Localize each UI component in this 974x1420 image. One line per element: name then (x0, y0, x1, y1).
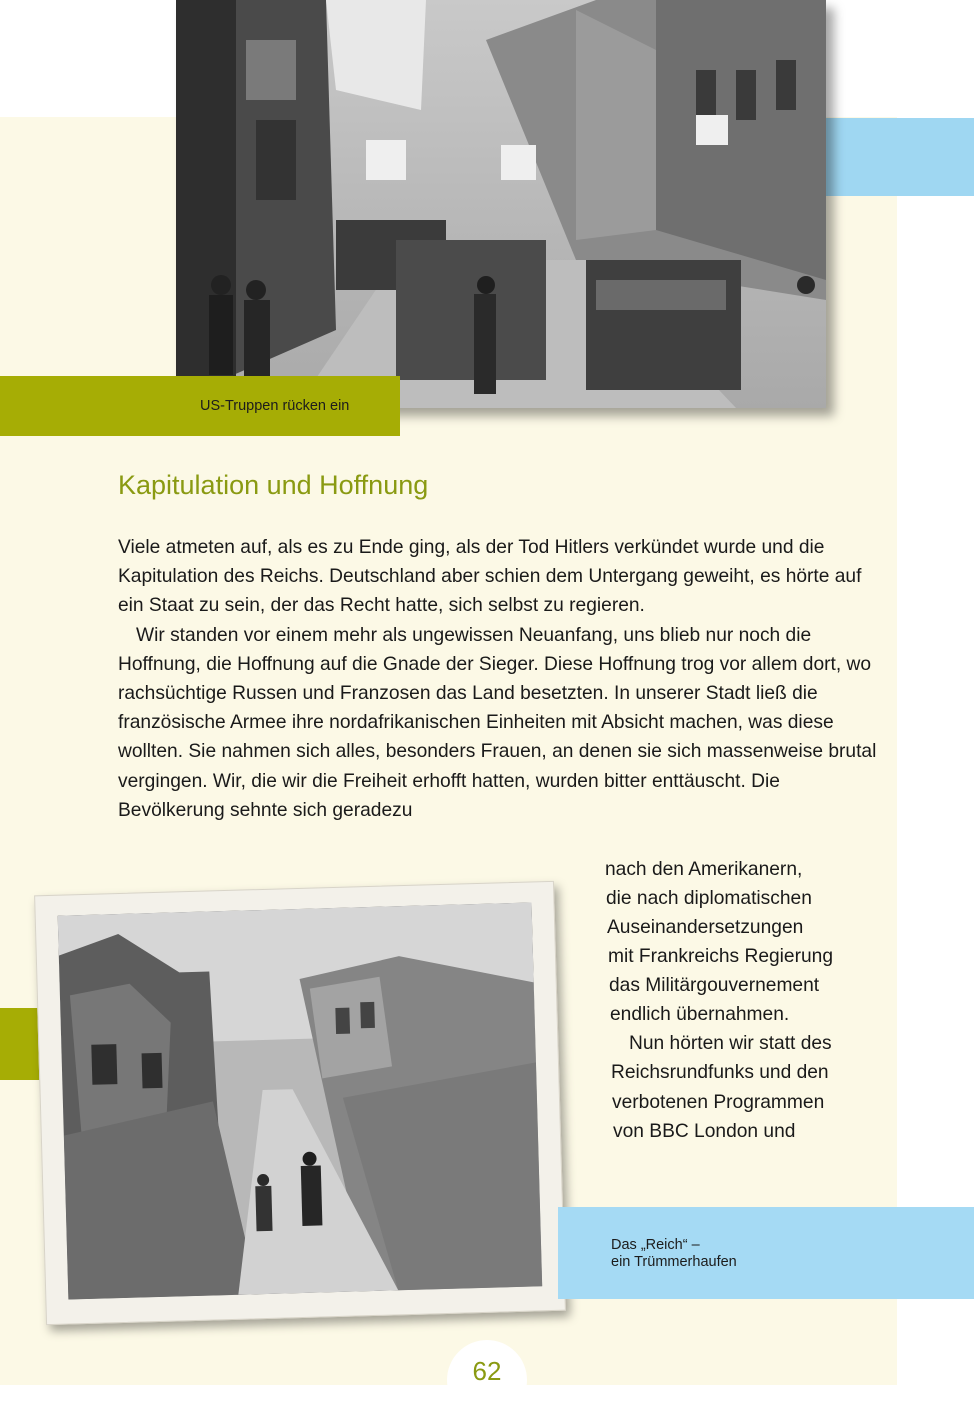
caption-bottom-line-2: ein Trümmerhaufen (611, 1254, 737, 1270)
column-line: die nach diplomatischen (606, 888, 812, 909)
blue-accent-bar-top (826, 118, 974, 196)
column-line: von BBC London und (613, 1121, 796, 1142)
column-line: Nun hörten wir statt des (629, 1033, 832, 1054)
paragraph-1: Viele atmeten auf, als es zu Ende ging, als der Tod Hitlers verkündet wurde und die Kapitulation des Reichs. Deutschland aber schien dem Untergang geweiht, es hörte auf ein Staat zu sein, der das Recht hatte, sich selbst zu regieren. (118, 537, 862, 617)
caption-box-top (0, 376, 400, 436)
caption-box-bottom (558, 1207, 974, 1299)
column-line: verbotenen Programmen (612, 1092, 825, 1113)
column-line: Reichsrundfunks und den (611, 1062, 829, 1083)
section-heading: Kapitulation und Hoffnung (118, 470, 429, 500)
caption-top-text: US-Truppen rücken ein (200, 398, 350, 414)
column-line: endlich übernahmen. (610, 1004, 790, 1025)
photo-us-troops (176, 0, 826, 408)
paragraph-2: Wir standen vor einem mehr als ungewissen Neuanfang, uns blieb nur noch die Hoffnung, die Hoffnung auf die Gnade der Sieger. Diese Hoffnung trog vor allem dort, wo rachsüchtige Russen und Franzosen das Land besetzten. In unserer Stadt ließ die französische Armee ihre nordafrikanischen Einheiten mit Absicht machen, was diese wollten. Sie nahmen sich alles, besonders Frauen, an denen sie sich massenweise brutal vergingen. Wir, die wir die Freiheit erhofft hatten, wurden bitter enttäuscht. Die Bevölkerung sehnte sich geradezu (118, 624, 877, 821)
page-number: 62 (472, 1356, 502, 1386)
column-line: nach den Amerikanern, (605, 859, 803, 880)
caption-bottom-line-1: Das „Reich“ – (611, 1237, 700, 1253)
article-body (118, 533, 878, 825)
photo-ruins (58, 902, 543, 1299)
column-line: Auseinandersetzungen (607, 917, 804, 938)
column-line: das Militärgouvernement (609, 975, 820, 996)
column-line: mit Frankreichs Regierung (608, 946, 834, 967)
photo-frame-ruins (34, 881, 566, 1325)
